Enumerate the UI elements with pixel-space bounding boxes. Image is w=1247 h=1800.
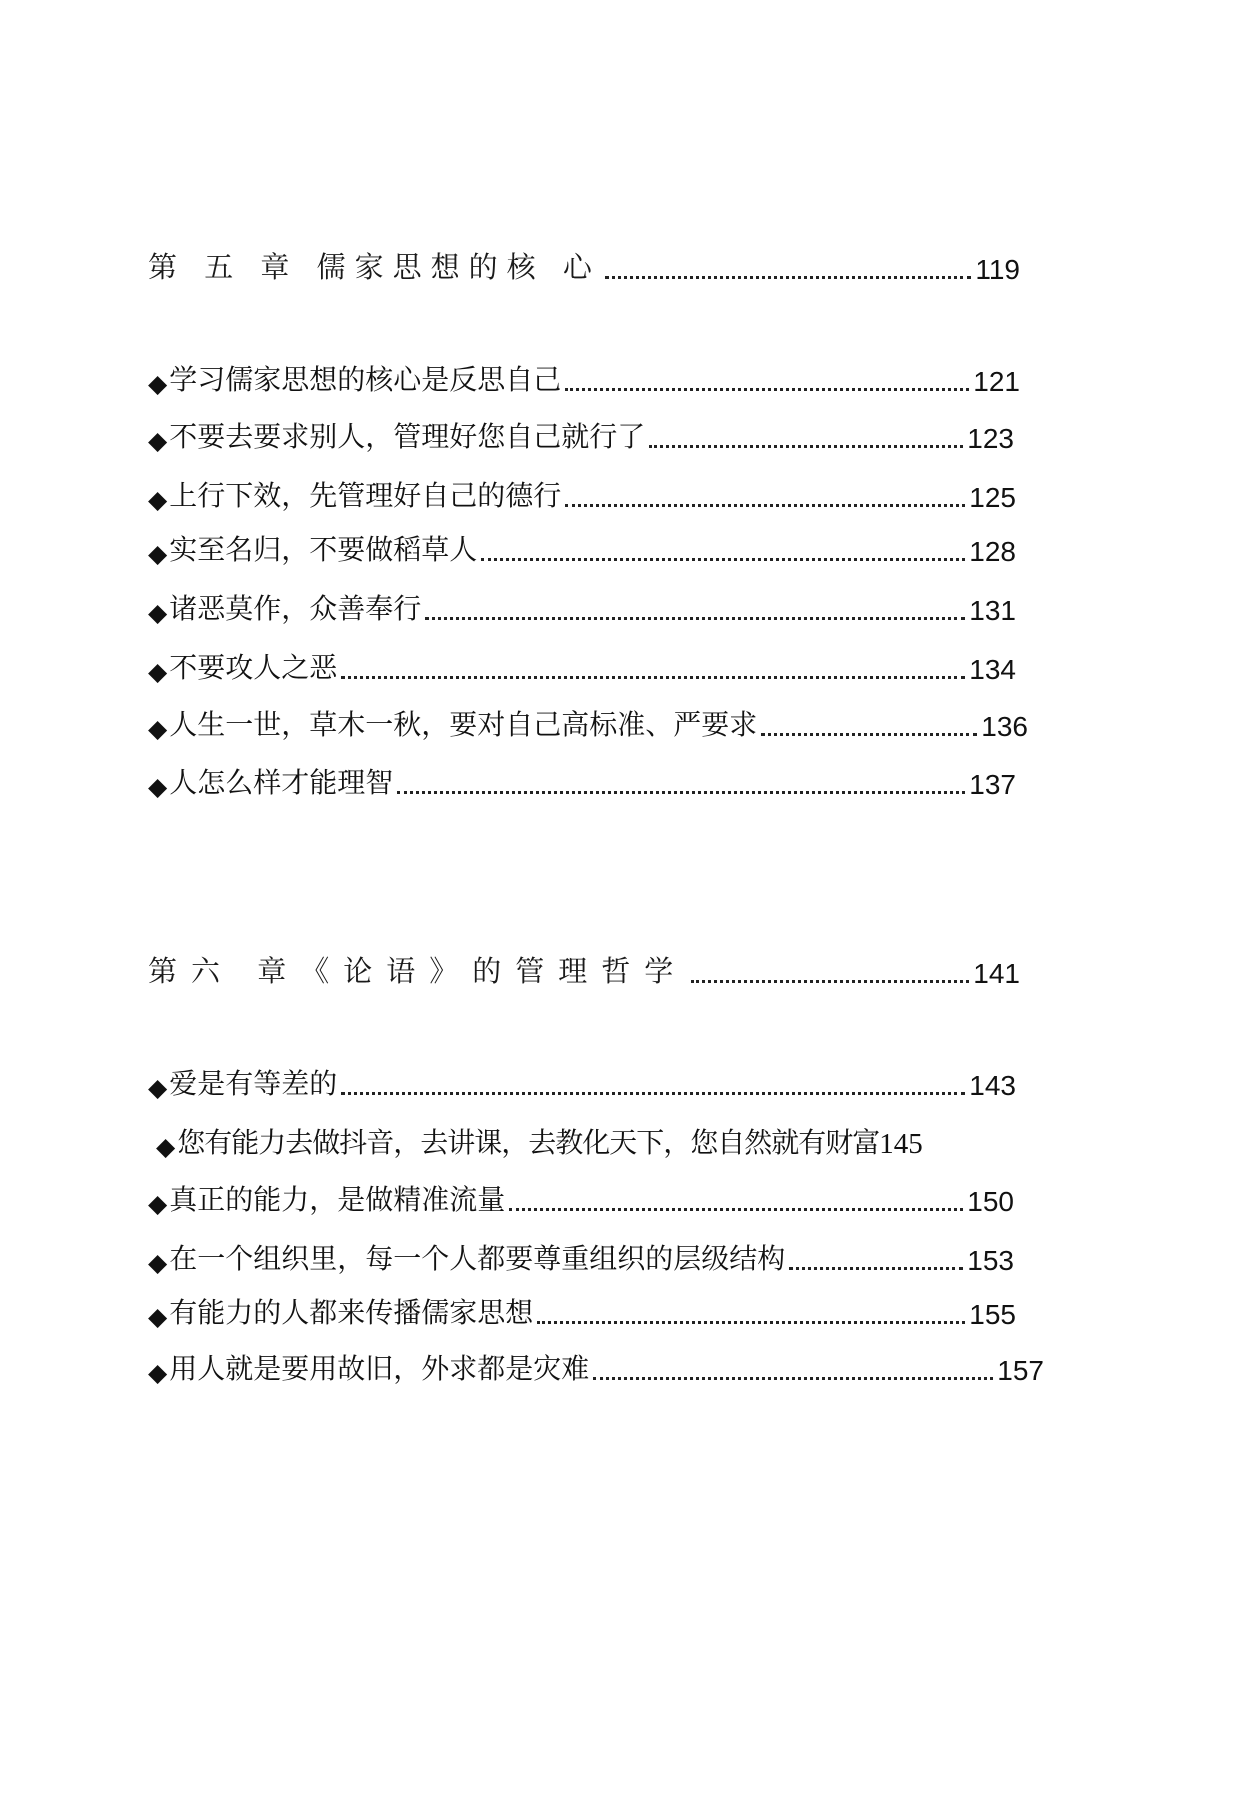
entry-title: 实至名归，不要做稻草人 (169, 533, 478, 566)
dot-leader (605, 276, 971, 279)
dot-leader (341, 1092, 965, 1095)
dot-leader (425, 617, 965, 620)
entry-title: 诸恶莫作，众善奉行 (169, 592, 422, 625)
diamond-bullet-icon: ◆ (148, 426, 168, 455)
page-number: 119 (975, 254, 1020, 285)
dot-leader (761, 733, 977, 736)
chapter-heading (148, 242, 1020, 286)
toc-entry (148, 699, 1028, 743)
page-number: 141 (973, 958, 1020, 989)
page-number: 125 (969, 482, 1016, 513)
dot-leader (481, 558, 965, 561)
toc-entry (148, 524, 1016, 568)
diamond-bullet-icon: ◆ (148, 539, 168, 568)
page-number: 131 (969, 595, 1016, 626)
entry-title: 用人就是要用故旧，外求都是灾难 (169, 1352, 590, 1385)
entry-title: 人怎么样才能理智 (169, 766, 394, 799)
toc-entry (148, 354, 1020, 398)
diamond-bullet-icon: ◆ (148, 772, 168, 801)
diamond-bullet-icon: ◆ (148, 657, 168, 686)
page-number: 150 (967, 1186, 1014, 1217)
dot-leader (789, 1267, 963, 1270)
chapter-title: 第六 章《论语》的管理哲学 (148, 954, 688, 988)
toc-entry (148, 411, 1014, 455)
entry-title: 在一个组织里，每一个人都要尊重组织的层级结构 (169, 1242, 786, 1275)
dot-leader (649, 445, 963, 448)
entry-title: 学习儒家思想的核心是反思自己 (169, 363, 562, 396)
dot-leader (397, 791, 965, 794)
entry-title: 不要攻人之恶 (169, 651, 338, 684)
page-number: 121 (973, 366, 1020, 397)
dot-leader (509, 1208, 963, 1211)
diamond-bullet-icon: ◆ (148, 1073, 168, 1102)
entry-title: 真正的能力，是做精准流量 (169, 1183, 506, 1216)
diamond-bullet-icon: ◆ (148, 1248, 168, 1277)
diamond-bullet-icon: ◆ (148, 485, 168, 514)
toc-entry (148, 1058, 1016, 1102)
toc-entry (148, 642, 1016, 686)
toc-entry (148, 1343, 1044, 1387)
entry-title: 您有能力去做抖音，去讲课，去教化天下，您自然就有财富 (177, 1126, 880, 1159)
dot-leader (593, 1377, 993, 1380)
dot-leader (565, 388, 969, 391)
chapter-title: 第 五 章 儒家思想的核 心 (148, 250, 601, 284)
page-number: 157 (997, 1355, 1044, 1386)
diamond-bullet-icon: ◆ (148, 1302, 168, 1331)
toc-entry (148, 583, 1016, 627)
toc-entry (148, 1233, 1014, 1277)
page-number: 143 (969, 1070, 1016, 1101)
dot-leader (341, 676, 965, 679)
entry-title: 不要去要求别人，管理好您自己就行了 (169, 420, 646, 453)
toc-entry (148, 1287, 1016, 1331)
page-number: 123 (967, 423, 1014, 454)
dot-leader (537, 1321, 965, 1324)
diamond-bullet-icon: ◆ (156, 1132, 176, 1161)
dot-leader (691, 980, 969, 983)
page-number: 145 (879, 1128, 923, 1160)
diamond-bullet-icon: ◆ (148, 1189, 168, 1218)
page-number: 137 (969, 769, 1016, 800)
page-number: 153 (967, 1245, 1014, 1276)
entry-title: 有能力的人都来传播儒家思想 (169, 1296, 534, 1329)
toc-entry (148, 757, 1016, 801)
dot-leader (565, 504, 965, 507)
page-number: 155 (969, 1299, 1016, 1330)
page-number: 128 (969, 536, 1016, 567)
entry-title: 人生一世，草木一秋，要对自己高标准、严要求 (169, 708, 758, 741)
toc-entry (148, 470, 1016, 514)
toc-entry (156, 1117, 1056, 1161)
diamond-bullet-icon: ◆ (148, 369, 168, 398)
diamond-bullet-icon: ◆ (148, 598, 168, 627)
page-number: 136 (981, 711, 1028, 742)
page-number: 134 (969, 654, 1016, 685)
diamond-bullet-icon: ◆ (148, 714, 168, 743)
entry-title: 上行下效，先管理好自己的德行 (169, 479, 562, 512)
toc-entry (148, 1174, 1014, 1218)
chapter-heading (148, 946, 1020, 990)
entry-title: 爱是有等差的 (169, 1067, 338, 1100)
diamond-bullet-icon: ◆ (148, 1358, 168, 1387)
